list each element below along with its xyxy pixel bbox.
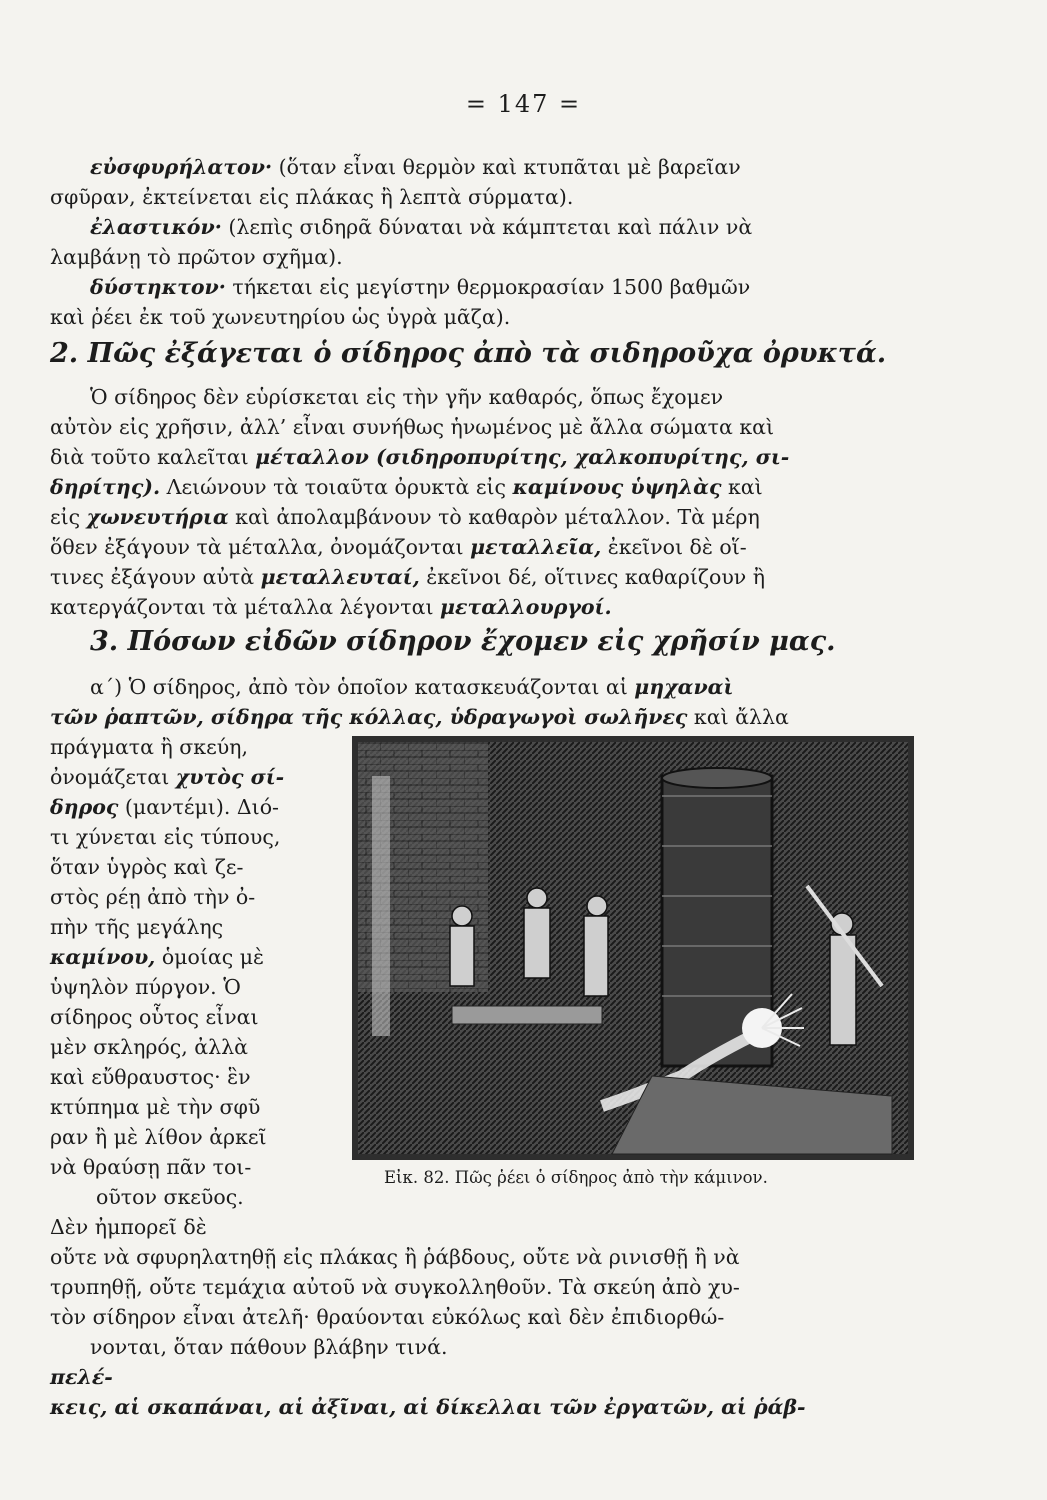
text-line: ὅταν ὑγρὸς καὶ ζε- (50, 855, 244, 879)
section-heading-3: 3. Πόσων εἰδῶν σίδηρον ἔχομεν εἰς χρῆσίν μας. (90, 626, 836, 657)
text-line: πράγματα ἢ σκεύη, (50, 735, 248, 759)
text-line: τινες ἐξάγουν αὐτὰ μεταλλευταί, ἐκεῖνοι δέ, οἵτινες καθαρίζουν ἢ (50, 565, 766, 589)
text-line: λαμβάνῃ τὸ πρῶτον σχῆμα). (50, 245, 343, 269)
text-line: ὑψηλὸν πύργον. Ὁ (50, 975, 241, 999)
text-line: κεις, αἱ σκαπάναι, αἱ ἀξῖναι, αἱ δίκελλαι τῶν ἐργατῶν, αἱ ῥάβ- (50, 1395, 806, 1419)
text-line: καμίνου, ὁμοίας μὲ (50, 945, 265, 969)
text-line: νονται, ὅταν πάθουν βλάβην τινά. (90, 1335, 448, 1359)
text-line: διὰ τοῦτο καλεῖται μέταλλον (σιδηροπυρίτης, χαλκοπυρίτης, σι- (50, 445, 790, 469)
text-line: καὶ ῥέει ἐκ τοῦ χωνευτηρίου ὡς ὑγρὰ μᾶζα). (50, 305, 511, 329)
text-line: εὐσφυρήλατον· (ὅταν εἶναι θερμὸν καὶ κτυπᾶται μὲ βαρεῖαν (90, 155, 741, 179)
text-line: οὔτε νὰ σφυρηλατηθῇ εἰς πλάκας ἢ ῥάβδους, οὔτε νὰ ρινισθῇ ἢ νὰ (50, 1245, 740, 1269)
text-line: οῦτον σκεῦος. (96, 1185, 244, 1209)
text-line: καὶ εὔθραυστος· ἓν (50, 1065, 251, 1089)
section-heading-2: 2. Πῶς ἐξάγεται ὁ σίδηρος ἀπὸ τὰ σιδηροῦχα ὀρυκτά. (50, 338, 887, 369)
text-line: τῶν ῥαπτῶν, σίδηρα τῆς κόλλας, ὑδραγωγοὶ σωλῆνες καὶ ἄλλα (50, 705, 789, 729)
text-line: τὸν σίδηρον εἶναι ἀτελῆ· θραύονται εὐκόλως καὶ δὲν ἐπιδιορθώ- (50, 1305, 725, 1329)
text-line: αὐτὸν εἰς χρῆσιν, ἀλλ’ εἶναι συνήθως ἡνωμένος μὲ ἄλλα σώματα καὶ (50, 415, 775, 439)
text-line: ἐλαστικόν· (λεπὶς σιδηρᾶ δύναται νὰ κάμπτεται καὶ πάλιν νὰ (90, 215, 753, 239)
text-line: Ὁ σίδηρος δὲν εὑρίσκεται εἰς τὴν γῆν καθαρός, ὅπως ἔχομεν (90, 385, 724, 409)
text-line: στὸς ρέῃ ἀπὸ τὴν ὀ- (50, 885, 256, 909)
text-line: ὅθεν ἐξάγουν τὰ μέταλλα, ὀνομάζονται μεταλλεῖα, ἐκεῖνοι δὲ οἵ- (50, 535, 747, 559)
text-line: σίδηρος οὗτος εἶναι (50, 1005, 259, 1029)
text-line: πελέ- (50, 1365, 113, 1389)
figure-caption: Εἰκ. 82. Πῶς ῥέει ὁ σίδηρος ἀπὸ τὴν κάμινον. (384, 1168, 768, 1187)
text-line: σφῦραν, ἐκτείνεται εἰς πλάκας ἢ λεπτὰ σύρματα). (50, 185, 574, 209)
text-line: τρυπηθῇ, οὔτε τεμάχια αὐτοῦ νὰ συγκολληθοῦν. Τὰ σκεύη ἀπὸ χυ- (50, 1275, 740, 1299)
text-line: εἰς χωνευτήρια καὶ ἀπολαμβάνουν τὸ καθαρὸν μέταλλον. Τὰ μέρη (50, 505, 760, 529)
text-line: δύστηκτον· τήκεται εἰς μεγίστην θερμοκρασίαν 1500 βαθμῶν (90, 275, 751, 299)
text-line: δηρος (μαντέμι). Διό- (50, 795, 279, 819)
text-line: τι χύνεται εἰς τύπους, (50, 825, 281, 849)
furnace-engraving (352, 736, 914, 1160)
text-line: Δὲν ἠμπορεῖ δὲ (50, 1215, 207, 1239)
text-line: ὀνομάζεται χυτὸς σί- (50, 765, 285, 789)
text-line: α΄) Ὁ σίδηρος, ἀπὸ τὸν ὁποῖον κατασκευάζονται αἱ μηχαναὶ (90, 675, 734, 699)
text-line: κτύπημα μὲ τὴν σφῦ (50, 1095, 261, 1119)
text-line: ραν ἢ μὲ λίθον ἀρκεῖ (50, 1125, 267, 1149)
text-line: νὰ θραύσῃ πᾶν τοι- (50, 1155, 252, 1179)
text-line: δηρίτης). Λειώνουν τὰ τοιαῦτα ὀρυκτὰ εἰς καμίνους ὑψηλὰς καὶ (50, 475, 763, 499)
text-line: κατεργάζονται τὰ μέταλλα λέγονται μεταλλουργοί. (50, 595, 612, 619)
text-line: πὴν τῆς μεγάλης (50, 915, 224, 939)
text-line: μὲν σκληρός, ἀλλὰ (50, 1035, 248, 1059)
page-number: = 147 = (465, 90, 582, 118)
